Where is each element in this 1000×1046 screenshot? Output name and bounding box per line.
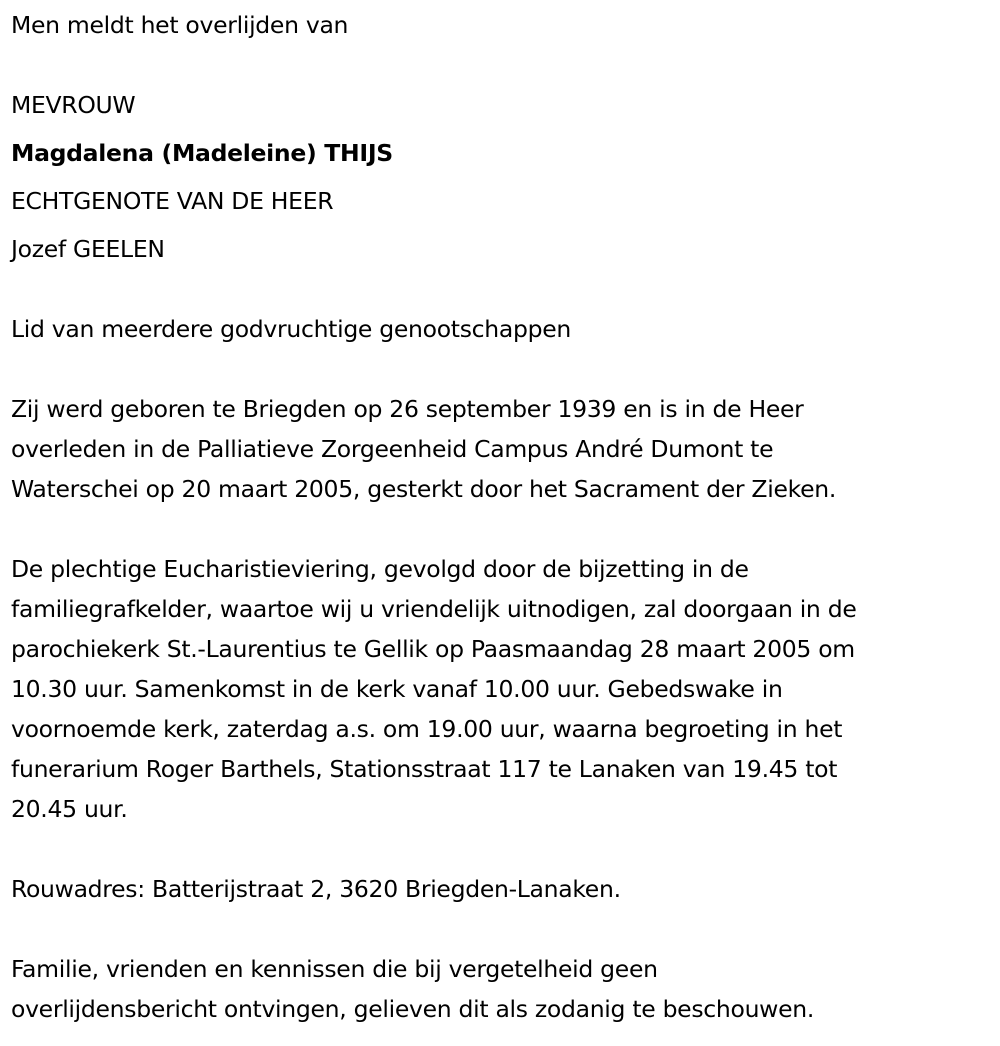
paragraph-line: Familie, vrienden en kennissen die bij vergetelheid geen [11,955,658,983]
address-line: Rouwadres: Batterijstraat 2, 3620 Briegden-Lanaken. [11,875,621,903]
deceased-title: MEVROUW [11,91,136,119]
deceased-name: Magdalena (Madeleine) THIJS [11,139,393,167]
paragraph-line: familiegrafkelder, waartoe wij u vriendelijk uitnodigen, zal doorgaan in de [11,595,857,623]
intro-line: Men meldt het overlijden van [11,11,349,39]
paragraph-line: Zij werd geboren te Briegden op 26 september 1939 en is in de Heer [11,395,804,423]
paragraph-line: 10.30 uur. Samenkomst in de kerk vanaf 10.00 uur. Gebedswake in [11,675,783,703]
paragraph-line: 20.45 uur. [11,795,128,823]
paragraph-line: parochiekerk St.-Laurentius te Gellik op Paasmaandag 28 maart 2005 om [11,635,855,663]
spouse-label: ECHTGENOTE VAN DE HEER [11,187,334,215]
paragraph-line: funerarium Roger Barthels, Stationsstraat 117 te Lanaken van 19.45 tot [11,755,838,783]
paragraph-line: voornoemde kerk, zaterdag a.s. om 19.00 uur, waarna begroeting in het [11,715,843,743]
paragraph-line: De plechtige Eucharistieviering, gevolgd door de bijzetting in de [11,555,749,583]
spouse-name: Jozef GEELEN [11,235,165,263]
paragraph-line: overleden in de Palliatieve Zorgeenheid Campus André Dumont te [11,435,774,463]
membership-line: Lid van meerdere godvruchtige genootschappen [11,315,571,343]
paragraph-line: Waterschei op 20 maart 2005, gesterkt door het Sacrament der Zieken. [11,475,837,503]
paragraph-line: overlijdensbericht ontvingen, gelieven dit als zodanig te beschouwen. [11,995,815,1023]
